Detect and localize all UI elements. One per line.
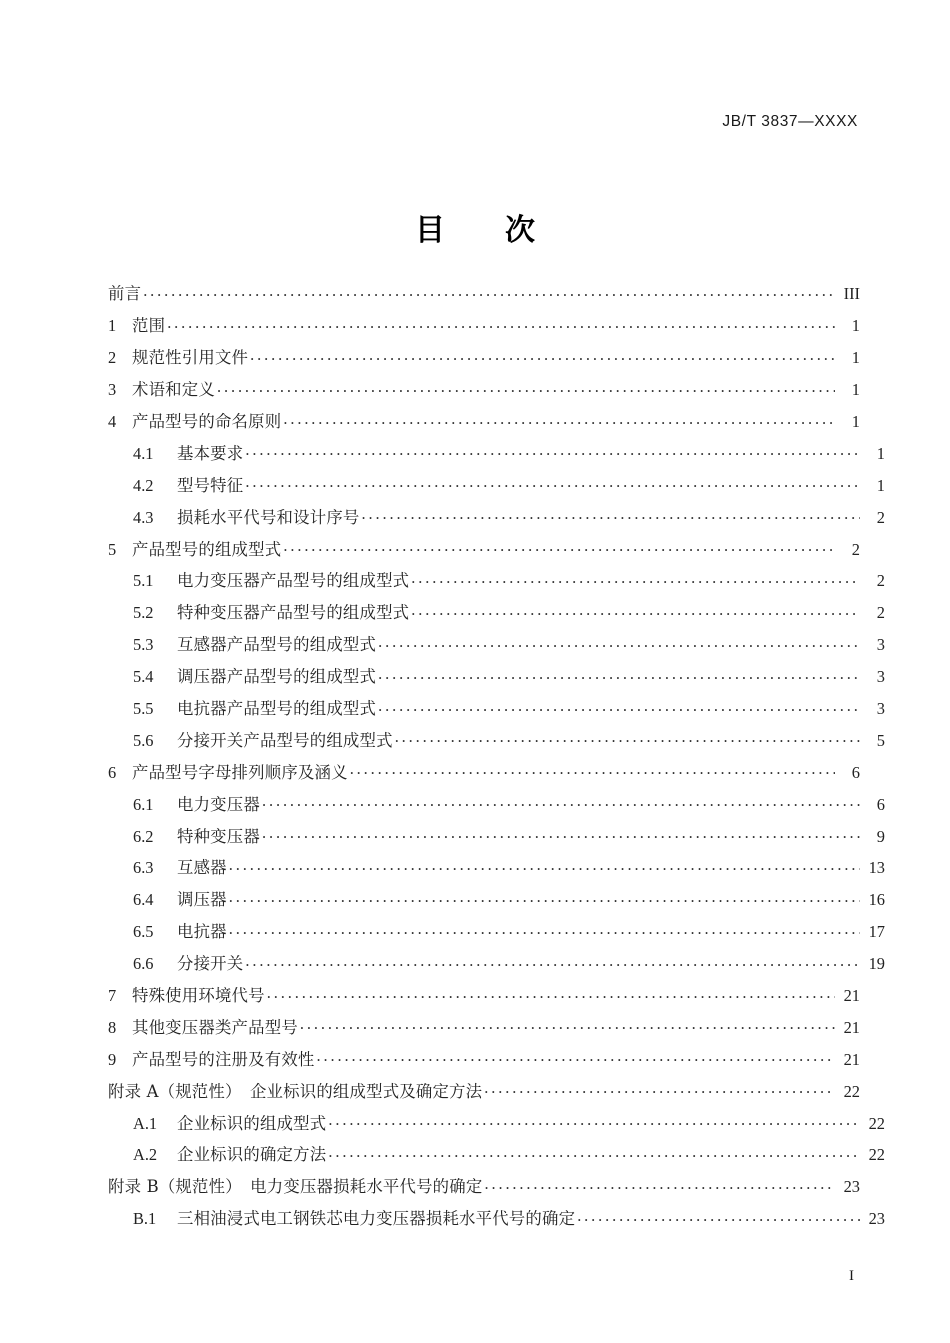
toc-entry-page-number: 5 xyxy=(876,730,885,750)
toc-entry-page-number: 13 xyxy=(868,858,885,878)
toc-entry-label: 企业标识的确定方法 xyxy=(177,1145,327,1165)
toc-dot-leader xyxy=(283,411,835,427)
toc-entry-number: 5.1 xyxy=(133,571,154,591)
toc-entry-number: 5.4 xyxy=(133,667,154,687)
toc-entry-label: 前言 xyxy=(108,284,142,304)
toc-entry-page-number: 21 xyxy=(843,985,860,1005)
toc-entry-number: B.1 xyxy=(133,1209,157,1229)
toc-entry[interactable] xyxy=(108,570,885,602)
toc-dot-leader xyxy=(267,985,835,1001)
toc-entry-number: 7 xyxy=(108,985,117,1005)
toc-entry-number: 6 xyxy=(108,762,117,782)
toc-entry-number: 9 xyxy=(108,1049,117,1069)
toc-entry-label: 范围 xyxy=(132,316,166,336)
toc-entry[interactable] xyxy=(108,1016,860,1048)
toc-entry[interactable] xyxy=(108,857,885,889)
toc-entry[interactable] xyxy=(108,1080,860,1112)
toc-entry-label: 特殊使用环境代号 xyxy=(132,985,265,1005)
toc-entry-page-number: 1 xyxy=(851,380,860,400)
toc-entry[interactable] xyxy=(108,411,860,443)
toc-dot-leader xyxy=(484,1080,835,1096)
toc-entry-number: 1 xyxy=(108,316,117,336)
toc-entry-page-number: 9 xyxy=(876,826,885,846)
toc-entry-number: 5 xyxy=(108,539,117,559)
running-header-standard-number: JB/T 3837—XXXX xyxy=(722,113,858,130)
toc-entry-label: 术语和定义 xyxy=(132,380,215,400)
toc-entry-page-number: 2 xyxy=(851,539,860,559)
toc-entry-page-number: 19 xyxy=(868,954,885,974)
toc-dot-leader xyxy=(245,442,860,458)
toc-entry-label: 电力变压器产品型号的组成型式 xyxy=(177,571,410,591)
toc-entry[interactable] xyxy=(108,442,885,474)
toc-dot-leader xyxy=(217,379,835,395)
toc-entry-label: 电抗器 xyxy=(177,922,227,942)
toc-entry-page-number: 3 xyxy=(876,667,885,687)
toc-dot-leader xyxy=(378,698,860,714)
toc-entry-label: 调压器 xyxy=(177,890,227,910)
toc-entry[interactable] xyxy=(108,1048,860,1080)
toc-entry-number: 4 xyxy=(108,411,117,431)
toc-entry-number: 6.3 xyxy=(133,858,154,878)
toc-entry-label: 特种变压器产品型号的组成型式 xyxy=(177,603,410,623)
toc-entry-page-number: 16 xyxy=(868,890,885,910)
toc-entry-label: 附录 A（规范性） 企业标识的组成型式及确定方法 xyxy=(108,1081,483,1101)
toc-dot-leader xyxy=(378,634,860,650)
toc-dot-leader xyxy=(328,1112,860,1128)
toc-entry[interactable] xyxy=(108,634,885,666)
toc-dot-leader xyxy=(262,793,860,809)
toc-entry-label: 产品型号的命名原则 xyxy=(132,411,282,431)
toc-entry-number: 4.2 xyxy=(133,475,154,495)
toc-entry-number: 6.6 xyxy=(133,954,154,974)
toc-entry-page-number: 6 xyxy=(851,762,860,782)
toc-entry-label: 基本要求 xyxy=(177,443,244,463)
toc-entry[interactable] xyxy=(108,602,885,634)
toc-entry-page-number: 2 xyxy=(876,571,885,591)
toc-entry[interactable] xyxy=(108,761,860,793)
toc-entry[interactable] xyxy=(108,379,860,411)
toc-entry-label: 互感器 xyxy=(177,858,227,878)
toc-dot-leader xyxy=(245,953,860,969)
toc-entry-label: 附录 B（规范性） 电力变压器损耗水平代号的确定 xyxy=(108,1177,483,1197)
toc-entry-label: 规范性引用文件 xyxy=(132,348,249,368)
toc-dot-leader xyxy=(229,889,860,905)
toc-entry-label: 三相油浸式电工钢铁芯电力变压器损耗水平代号的确定 xyxy=(177,1209,576,1229)
toc-entry-number: 5.6 xyxy=(133,730,154,750)
toc-entry-label: 特种变压器 xyxy=(177,826,260,846)
toc-entry-page-number: 22 xyxy=(868,1113,885,1133)
toc-entry-page-number: 22 xyxy=(868,1145,885,1165)
toc-entry-page-number: 1 xyxy=(851,316,860,336)
toc-dot-leader xyxy=(245,474,860,490)
toc-entry[interactable] xyxy=(108,698,885,730)
toc-entry-page-number: 21 xyxy=(843,1017,860,1037)
toc-dot-leader xyxy=(317,1048,836,1064)
toc-entry-number: 6.2 xyxy=(133,826,154,846)
toc-dot-leader xyxy=(411,602,860,618)
toc-dot-leader xyxy=(484,1176,835,1192)
toc-entry[interactable] xyxy=(108,347,860,379)
toc-entry-number: 2 xyxy=(108,348,117,368)
toc-entry[interactable] xyxy=(108,953,885,985)
toc-entry-number: 5.5 xyxy=(133,698,154,718)
toc-dot-leader xyxy=(167,315,835,331)
toc-entry-label: 产品型号的注册及有效性 xyxy=(132,1049,315,1069)
toc-entry-page-number: 6 xyxy=(876,794,885,814)
toc-entry[interactable] xyxy=(108,538,860,570)
toc-entry-label: 互感器产品型号的组成型式 xyxy=(177,635,377,655)
toc-entry[interactable] xyxy=(108,283,860,315)
toc-entry[interactable] xyxy=(108,793,885,825)
toc-entry[interactable] xyxy=(108,1208,885,1240)
toc-entry-label: 电力变压器 xyxy=(177,794,260,814)
toc-entry-number: 4.3 xyxy=(133,507,154,527)
toc-dot-leader xyxy=(250,347,835,363)
toc-entry[interactable] xyxy=(108,921,885,953)
toc-entry-page-number: 22 xyxy=(843,1081,860,1101)
toc-entry[interactable] xyxy=(108,729,885,761)
toc-entry[interactable] xyxy=(108,506,885,538)
toc-dot-leader xyxy=(262,825,860,841)
toc-entry[interactable] xyxy=(108,315,860,347)
toc-entry-number: A.2 xyxy=(133,1145,158,1165)
toc-dot-leader xyxy=(411,570,860,586)
toc-entry[interactable] xyxy=(108,1176,860,1208)
toc-entry-page-number: III xyxy=(843,284,860,304)
toc-entry[interactable] xyxy=(108,1144,885,1176)
toc-entry-label: 电抗器产品型号的组成型式 xyxy=(177,698,377,718)
toc-dot-leader xyxy=(229,857,860,873)
footer-page-number: I xyxy=(849,1268,854,1284)
toc-entry-number: 5.3 xyxy=(133,635,154,655)
toc-entry-page-number: 3 xyxy=(876,635,885,655)
toc-entry-page-number: 1 xyxy=(876,443,885,463)
toc-entry-number: 6.4 xyxy=(133,890,154,910)
toc-entry[interactable] xyxy=(108,1112,885,1144)
toc-entry-label: 产品型号的组成型式 xyxy=(132,539,282,559)
toc-dot-leader xyxy=(378,666,860,682)
toc-entry-page-number: 2 xyxy=(876,507,885,527)
toc-entry-number: 5.2 xyxy=(133,603,154,623)
toc-entry-page-number: 21 xyxy=(843,1049,860,1069)
toc-dot-leader xyxy=(143,283,835,299)
toc-entry-page-number: 23 xyxy=(843,1177,860,1197)
toc-dot-leader xyxy=(362,506,861,522)
toc-dot-leader xyxy=(328,1144,860,1160)
toc-entry[interactable] xyxy=(108,825,885,857)
toc-entry-page-number: 3 xyxy=(876,698,885,718)
toc-entry-page-number: 2 xyxy=(876,603,885,623)
toc-dot-leader xyxy=(300,1016,835,1032)
toc-dot-leader xyxy=(577,1208,860,1224)
toc-entry-label: 分接开关 xyxy=(177,954,244,974)
toc-entry[interactable] xyxy=(108,474,885,506)
toc-entry-label: 企业标识的组成型式 xyxy=(177,1113,327,1133)
toc-entry-page-number: 1 xyxy=(851,348,860,368)
toc-dot-leader xyxy=(395,729,860,745)
page-title: 目 次 xyxy=(415,213,550,248)
toc-dot-leader xyxy=(229,921,860,937)
toc-entry[interactable] xyxy=(108,666,885,698)
toc-entry-label: 型号特征 xyxy=(177,475,244,495)
toc-entry-page-number: 23 xyxy=(868,1209,885,1229)
toc-dot-leader xyxy=(283,538,835,554)
toc-entry-number: 4.1 xyxy=(133,443,154,463)
toc-entry-page-number: 1 xyxy=(851,411,860,431)
toc-entry-page-number: 1 xyxy=(876,475,885,495)
toc-entry[interactable] xyxy=(108,985,860,1017)
toc-entry-number: 3 xyxy=(108,380,117,400)
toc-entry-number: 6.5 xyxy=(133,922,154,942)
toc-entry-number: 6.1 xyxy=(133,794,154,814)
toc-entry-label: 损耗水平代号和设计序号 xyxy=(177,507,360,527)
toc-entry-label: 分接开关产品型号的组成型式 xyxy=(177,730,393,750)
toc-entry[interactable] xyxy=(108,889,885,921)
table-of-contents xyxy=(108,283,885,1240)
toc-dot-leader xyxy=(350,761,835,777)
toc-entry-number: A.1 xyxy=(133,1113,158,1133)
toc-entry-label: 产品型号字母排列顺序及涵义 xyxy=(132,762,348,782)
toc-entry-label: 其他变压器类产品型号 xyxy=(132,1017,298,1037)
toc-entry-page-number: 17 xyxy=(868,922,885,942)
toc-entry-number: 8 xyxy=(108,1017,117,1037)
toc-entry-label: 调压器产品型号的组成型式 xyxy=(177,667,377,687)
